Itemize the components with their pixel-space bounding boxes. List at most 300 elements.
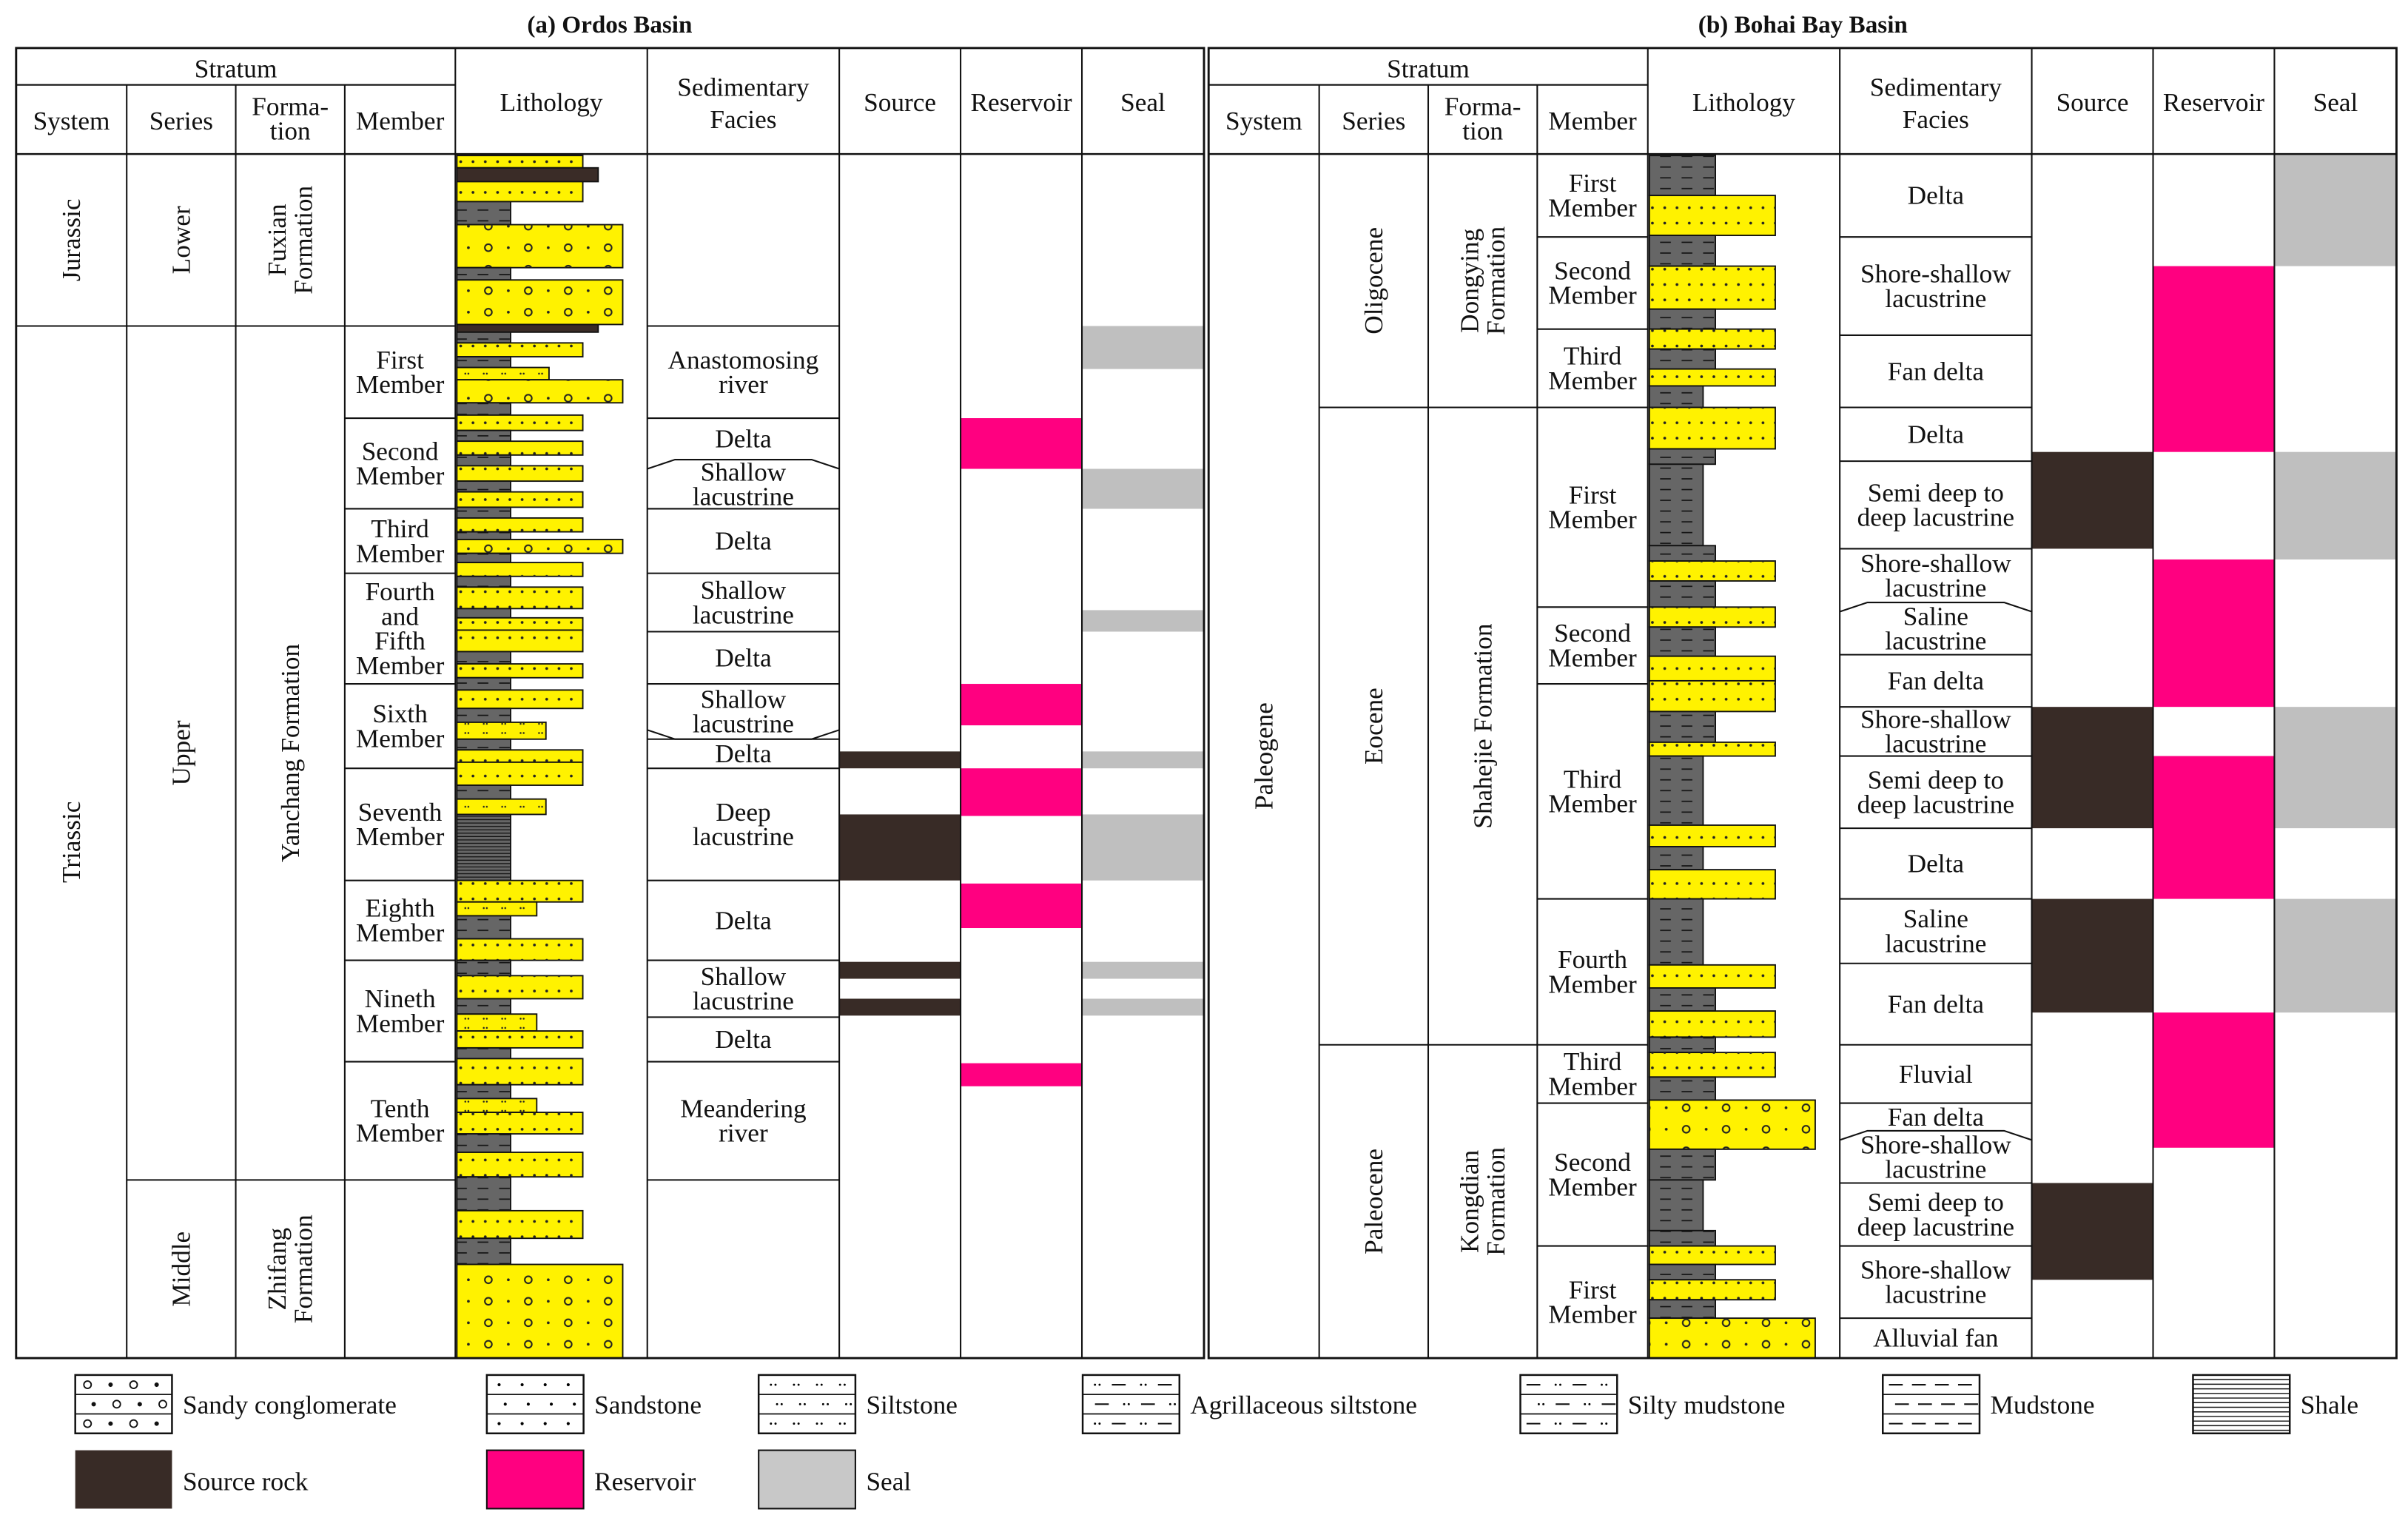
legend-label: Sandy conglomerate: [182, 1390, 397, 1419]
series-label-group: [1359, 227, 1388, 335]
seal-interval: [1082, 326, 1204, 369]
ordos-basin-column: [16, 48, 1204, 1358]
header-formation: tion: [269, 116, 311, 146]
series-label-group: [167, 720, 196, 785]
pebble: [155, 1422, 158, 1425]
legend-label: Source rock: [182, 1467, 309, 1496]
source-interval: [839, 962, 961, 979]
lithology-pattern: [457, 814, 511, 880]
lithology-pattern: [457, 708, 511, 722]
member-label: and: [381, 602, 420, 631]
dot: [1145, 1384, 1147, 1386]
dot: [844, 1384, 846, 1386]
lithology-pattern: [457, 961, 511, 976]
lithology-pattern: [457, 1112, 582, 1134]
member-label: Member: [355, 539, 445, 568]
dot: [1605, 1384, 1607, 1386]
header-series: Series: [1342, 106, 1406, 135]
member-label: Member: [355, 724, 445, 753]
lithology-pattern: [1649, 561, 1775, 581]
lithology-pattern: [1649, 1300, 1715, 1318]
lithology-pattern: [457, 587, 582, 608]
facies-label: Delta: [1907, 849, 1965, 878]
header-member: Member: [355, 106, 445, 135]
facies-label: Fan delta: [1887, 666, 1984, 696]
dot: [1538, 1403, 1540, 1405]
lithology-pattern: [457, 181, 582, 201]
legend-label: Reservoir: [594, 1467, 696, 1496]
lithology-pattern: [457, 799, 545, 815]
series-label: Middle: [167, 1231, 196, 1307]
lithology-pattern: [1649, 464, 1704, 545]
member-label: Member: [355, 918, 445, 947]
facies-label: Deep: [716, 797, 771, 827]
pebble: [138, 1402, 141, 1405]
facies-label: Saline: [1903, 904, 1968, 934]
lithology-pattern: [1649, 711, 1715, 742]
facies-label: Meandering: [680, 1094, 807, 1123]
facies-label: deep lacustrine: [1857, 790, 2015, 819]
seal-interval: [1082, 469, 1204, 509]
pebble: [109, 1422, 112, 1425]
dot: [775, 1384, 777, 1386]
shale-icon: [2193, 1375, 2290, 1434]
lithology-pattern: [457, 690, 582, 708]
lithology-pattern: [457, 785, 511, 799]
lithology-pattern: [457, 343, 582, 357]
lithology-pattern: [457, 664, 582, 678]
dot: [1098, 1384, 1100, 1386]
seal-interval: [2274, 707, 2396, 828]
series-label: Paleocene: [1359, 1148, 1388, 1254]
facies-label: Alluvial fan: [1873, 1323, 1999, 1353]
lithology-pattern: [1649, 1246, 1775, 1265]
facies-label: Shore-shallow: [1860, 1130, 2011, 1160]
lithology-pattern: [457, 678, 511, 690]
lithology-pattern: [1649, 607, 1775, 627]
source-interval: [839, 814, 961, 880]
facies-label: Delta: [715, 424, 772, 454]
lithology-pattern: [457, 201, 511, 224]
member-label: Third: [1563, 1047, 1622, 1077]
dot: [521, 1383, 524, 1386]
dot: [804, 1403, 806, 1405]
member-label: First: [1568, 1275, 1617, 1305]
dot: [1584, 1403, 1586, 1405]
series-label-group: [167, 206, 196, 274]
lithology-pattern: [457, 368, 549, 380]
system-label-group: [57, 198, 86, 281]
member-label: Eighth: [365, 893, 435, 923]
dot: [544, 1422, 547, 1425]
reservoir-interval: [2153, 756, 2275, 899]
facies-label: Shallow: [700, 457, 787, 487]
lithology-pattern: [1649, 627, 1715, 656]
lithology-pattern: [457, 618, 582, 631]
series-label-group: [167, 1231, 196, 1307]
legend-label: Seal: [866, 1467, 912, 1496]
lithology-pattern: [457, 403, 511, 415]
reservoir-interval: [2153, 559, 2275, 707]
member-label: Third: [1563, 764, 1622, 794]
formation-label-group: [276, 643, 305, 862]
lithology-pattern: [457, 155, 582, 168]
system-label: Paleogene: [1249, 702, 1279, 810]
lithology-pattern: [457, 554, 511, 562]
facies-label: river: [719, 370, 768, 400]
member-label: Second: [1554, 619, 1631, 648]
formation-label: Fuxian: [263, 204, 292, 277]
dot: [844, 1422, 846, 1425]
lithology-pattern: [457, 441, 582, 455]
facies-label: lacustrine: [1885, 1155, 1987, 1184]
member-label: Member: [1548, 193, 1637, 223]
facies-label: lacustrine: [1885, 573, 1987, 602]
lithology-pattern: [457, 1014, 537, 1031]
dot: [1169, 1403, 1171, 1405]
lithology-pattern: [1649, 656, 1775, 681]
dot: [497, 1383, 500, 1386]
lithology-pattern: [1649, 235, 1715, 266]
lithology-pattern: [457, 466, 582, 481]
lithology-pattern: [1649, 266, 1775, 309]
seal-swatch: [759, 1451, 855, 1509]
header-stratum: Stratum: [1387, 54, 1470, 84]
dot: [822, 1403, 824, 1405]
lithology-pattern: [1649, 545, 1715, 561]
facies-label: Shore-shallow: [1860, 259, 2011, 289]
facies-label: lacustrine: [692, 600, 794, 630]
facies-label: Shore-shallow: [1860, 548, 2011, 578]
dot: [821, 1384, 823, 1386]
lithology-pattern: [1649, 408, 1775, 449]
formation-label: Kongdian: [1455, 1149, 1484, 1253]
lithology-pattern: [1649, 756, 1704, 825]
lithology-pattern: [457, 915, 511, 938]
facies-label: lacustrine: [1885, 729, 1987, 759]
member-label: Member: [1548, 1072, 1637, 1101]
lithology-pattern: [457, 881, 582, 902]
facies-label: deep lacustrine: [1857, 1212, 2015, 1242]
dot: [1094, 1384, 1096, 1386]
member-label: Third: [1563, 341, 1622, 371]
facies-label: Delta: [715, 1025, 772, 1055]
dot: [544, 1383, 547, 1386]
facies-label: Delta: [1907, 181, 1965, 210]
lithology-pattern: [457, 1177, 511, 1211]
dot: [1601, 1422, 1603, 1425]
dot: [1555, 1384, 1557, 1386]
seal-interval: [2274, 899, 2396, 1013]
facies-label: Delta: [715, 906, 772, 935]
dot: [1174, 1403, 1176, 1405]
dot: [775, 1422, 777, 1425]
header-formation: Forma-: [252, 92, 329, 121]
dot: [776, 1403, 778, 1405]
member-label: Member: [1548, 280, 1637, 310]
seal-interval: [2274, 154, 2396, 266]
lithology-pattern: [457, 1048, 511, 1059]
dot: [567, 1383, 570, 1386]
member-label: Fifth: [374, 626, 426, 656]
lithology-pattern: [457, 380, 622, 403]
header-source: Source: [864, 87, 937, 117]
reservoir-interval: [961, 418, 1082, 468]
facies-label: lacustrine: [692, 822, 794, 852]
lithology-pattern: [457, 481, 511, 492]
seal-interval: [1082, 610, 1204, 631]
header-lithology: Lithology: [500, 87, 603, 117]
facies-label: Shore-shallow: [1860, 1255, 2011, 1285]
member-label: Member: [1548, 1300, 1637, 1329]
facies-label: lacustrine: [692, 482, 794, 511]
member-label: Fourth: [1558, 945, 1628, 975]
header-seal: Seal: [1120, 87, 1166, 117]
member-label: First: [376, 345, 424, 374]
lithology-pattern: [1649, 449, 1715, 465]
lithology-pattern: [1649, 825, 1775, 847]
dot: [1098, 1422, 1100, 1425]
mudstone-icon: [1883, 1375, 1980, 1434]
formation-label-group: [1456, 1147, 1510, 1256]
header-member: Member: [1548, 106, 1637, 135]
facies-label: Shallow: [700, 576, 787, 605]
dot: [1555, 1422, 1557, 1425]
lithology-pattern: [1649, 988, 1715, 1011]
dot: [781, 1403, 783, 1405]
lithology-pattern: [1649, 1280, 1775, 1300]
reservoir-interval: [2153, 266, 2275, 452]
lithology-pattern: [1649, 1100, 1815, 1149]
lithology-bed: [457, 324, 598, 332]
facies-label: Delta: [715, 643, 772, 673]
lithology-pattern: [1649, 1264, 1715, 1280]
source-interval: [2032, 707, 2153, 828]
dot: [1094, 1422, 1096, 1425]
formation-label-group: [1468, 623, 1497, 829]
series-label: Upper: [167, 720, 196, 786]
lithology-pattern: [457, 332, 511, 343]
lithology-pattern: [1649, 681, 1775, 712]
dot: [573, 1402, 576, 1405]
silty-mudstone-icon: [1521, 1375, 1618, 1434]
pebble: [93, 1402, 95, 1405]
formation-label: Formation: [289, 185, 318, 295]
dot: [567, 1422, 570, 1425]
formation-label-group: [263, 185, 317, 294]
system-label: Jurassic: [57, 198, 87, 282]
formation-label: Yanchang Formation: [275, 643, 305, 863]
lithology-pattern: [457, 651, 511, 664]
member-label: Member: [1548, 505, 1637, 534]
seal-interval: [1082, 751, 1204, 768]
member-label: Member: [1548, 789, 1637, 819]
lithology-pattern: [457, 762, 582, 785]
dot: [770, 1422, 772, 1425]
lithology-pattern: [457, 357, 511, 368]
formation-label: Zhifang: [263, 1227, 292, 1311]
facies-label: Saline: [1903, 602, 1968, 631]
dot: [793, 1384, 795, 1386]
header-facies: Facies: [1902, 105, 1969, 135]
formation-label-group: [1456, 226, 1510, 335]
lithology-pattern: [457, 431, 511, 442]
system-label-group: [1250, 702, 1279, 810]
lithology-pattern: [1649, 386, 1704, 407]
lithology-pattern: [457, 1058, 582, 1084]
member-label: Fourth: [365, 577, 435, 607]
member-label: Second: [1554, 256, 1631, 286]
panel-titles: [527, 11, 1908, 38]
formation-label-group: [263, 1214, 317, 1323]
facies-label: Fan delta: [1887, 989, 1984, 1019]
lithology-column: [1649, 155, 1815, 1358]
dot: [1145, 1422, 1147, 1425]
formation-label: Formation: [1481, 226, 1510, 335]
dot: [1601, 1384, 1603, 1386]
system-label: Triassic: [57, 801, 87, 884]
reservoir-interval: [961, 1063, 1082, 1086]
system-label-group: [57, 802, 86, 883]
formation-label: Dongying: [1455, 228, 1484, 333]
dot: [799, 1403, 801, 1405]
header-source: Source: [2056, 87, 2129, 117]
lithology-pattern: [457, 1264, 622, 1358]
header-system: System: [33, 106, 110, 135]
facies-label: lacustrine: [1885, 1280, 1987, 1309]
legend-label: Agrillaceous siltstone: [1190, 1390, 1417, 1419]
lithology-pattern: [457, 750, 582, 762]
facies-label: Shore-shallow: [1860, 705, 2011, 734]
member-label: Seventh: [357, 797, 443, 827]
source-rock-swatch: [75, 1451, 172, 1509]
member-label: Member: [355, 1118, 445, 1148]
swatch: [759, 1451, 855, 1509]
header-system: System: [1225, 106, 1302, 135]
lithology-pattern: [1649, 965, 1775, 988]
formation-label: Formation: [1481, 1146, 1510, 1256]
source-interval: [2032, 1183, 2153, 1280]
reservoir-interval: [2153, 1012, 2275, 1148]
header-lithology: Lithology: [1692, 87, 1796, 117]
dot: [521, 1422, 524, 1425]
member-label: First: [1568, 480, 1617, 510]
facies-label: lacustrine: [692, 709, 794, 739]
lithology-pattern: [457, 939, 582, 961]
lithology-pattern: [457, 507, 511, 518]
dot: [1542, 1403, 1544, 1405]
ordos-title: (a) Ordos Basin: [527, 11, 693, 39]
facies-label: Fluvial: [1898, 1059, 1973, 1089]
facies-label: Delta: [715, 739, 772, 769]
member-label: Member: [355, 651, 445, 680]
facies-label: Delta: [715, 526, 772, 556]
series-label-group: [1359, 688, 1388, 764]
lithology-pattern: [457, 1098, 537, 1112]
dot: [798, 1422, 800, 1425]
dot: [839, 1422, 841, 1425]
member-label: Member: [1548, 970, 1637, 999]
member-label: Sixth: [372, 699, 428, 729]
swatch-frame: [759, 1375, 855, 1434]
bohai-title: (b) Bohai Bay Basin: [1698, 11, 1908, 39]
lithology-pattern: [1649, 847, 1704, 870]
legend: [75, 1375, 2358, 1509]
dot: [1559, 1384, 1561, 1386]
series-label: Lower: [167, 206, 196, 275]
member-label: Second: [361, 437, 439, 466]
lithology-pattern: [457, 415, 582, 431]
seal-interval: [1082, 962, 1204, 979]
dot: [504, 1402, 507, 1405]
argillaceous-siltstone-icon: [1083, 1375, 1180, 1434]
formation-label: Formation: [289, 1214, 318, 1324]
lithology-pattern: [457, 1152, 582, 1177]
swatch: [75, 1451, 172, 1509]
legend-label: Mudstone: [1990, 1390, 2095, 1419]
dot: [1140, 1384, 1142, 1386]
facies-label: Shallow: [700, 685, 787, 714]
lithology-pattern: [1649, 1149, 1715, 1180]
lithology-pattern: [457, 280, 622, 324]
header-seal: Seal: [2313, 87, 2358, 117]
lithology-pattern: [1649, 1037, 1715, 1052]
lithology-pattern: [457, 1211, 582, 1238]
facies-label: lacustrine: [1885, 929, 1987, 958]
facies-label: Semi deep to: [1867, 1188, 2004, 1217]
formation-label: Shahejie Formation: [1468, 623, 1498, 829]
pebble: [155, 1383, 158, 1386]
header-formation: Forma-: [1444, 92, 1521, 121]
member-label: Nineth: [364, 984, 436, 1014]
seal-interval: [1082, 814, 1204, 880]
lithology-pattern: [1649, 1077, 1715, 1100]
lithology-pattern: [457, 532, 511, 540]
lithology-pattern: [1649, 155, 1715, 195]
legend-label: Shale: [2300, 1390, 2359, 1419]
dot: [770, 1384, 772, 1386]
facies-label: lacustrine: [692, 987, 794, 1016]
lithology-pattern: [1649, 870, 1775, 898]
legend-label: Sandstone: [594, 1390, 702, 1419]
dot: [816, 1384, 818, 1386]
legend-label: Silty mudstone: [1627, 1390, 1786, 1419]
lithology-pattern: [457, 455, 511, 466]
source-interval: [839, 998, 961, 1015]
series-label: Eocene: [1359, 688, 1388, 765]
dot: [1588, 1403, 1590, 1405]
lithology-pattern: [457, 608, 511, 617]
lithology-pattern: [457, 739, 511, 750]
member-label: Member: [355, 370, 445, 400]
dot: [527, 1402, 530, 1405]
lithology-pattern: [457, 518, 582, 532]
reservoir-interval: [961, 684, 1082, 725]
member-label: Member: [355, 1009, 445, 1038]
lithology-bed: [457, 168, 598, 182]
facies-label: Fan delta: [1887, 1102, 1984, 1132]
dot: [827, 1403, 829, 1405]
lithology-pattern: [457, 577, 511, 588]
lithology-column: [457, 155, 622, 1358]
seal-interval: [2274, 452, 2396, 559]
lithology-pattern: [457, 1031, 582, 1048]
reservoir-swatch: [487, 1451, 584, 1509]
sandstone-icon: [487, 1375, 584, 1434]
member-label: First: [1568, 169, 1617, 198]
facies-label: lacustrine: [1885, 626, 1987, 656]
header-series: Series: [149, 106, 213, 135]
